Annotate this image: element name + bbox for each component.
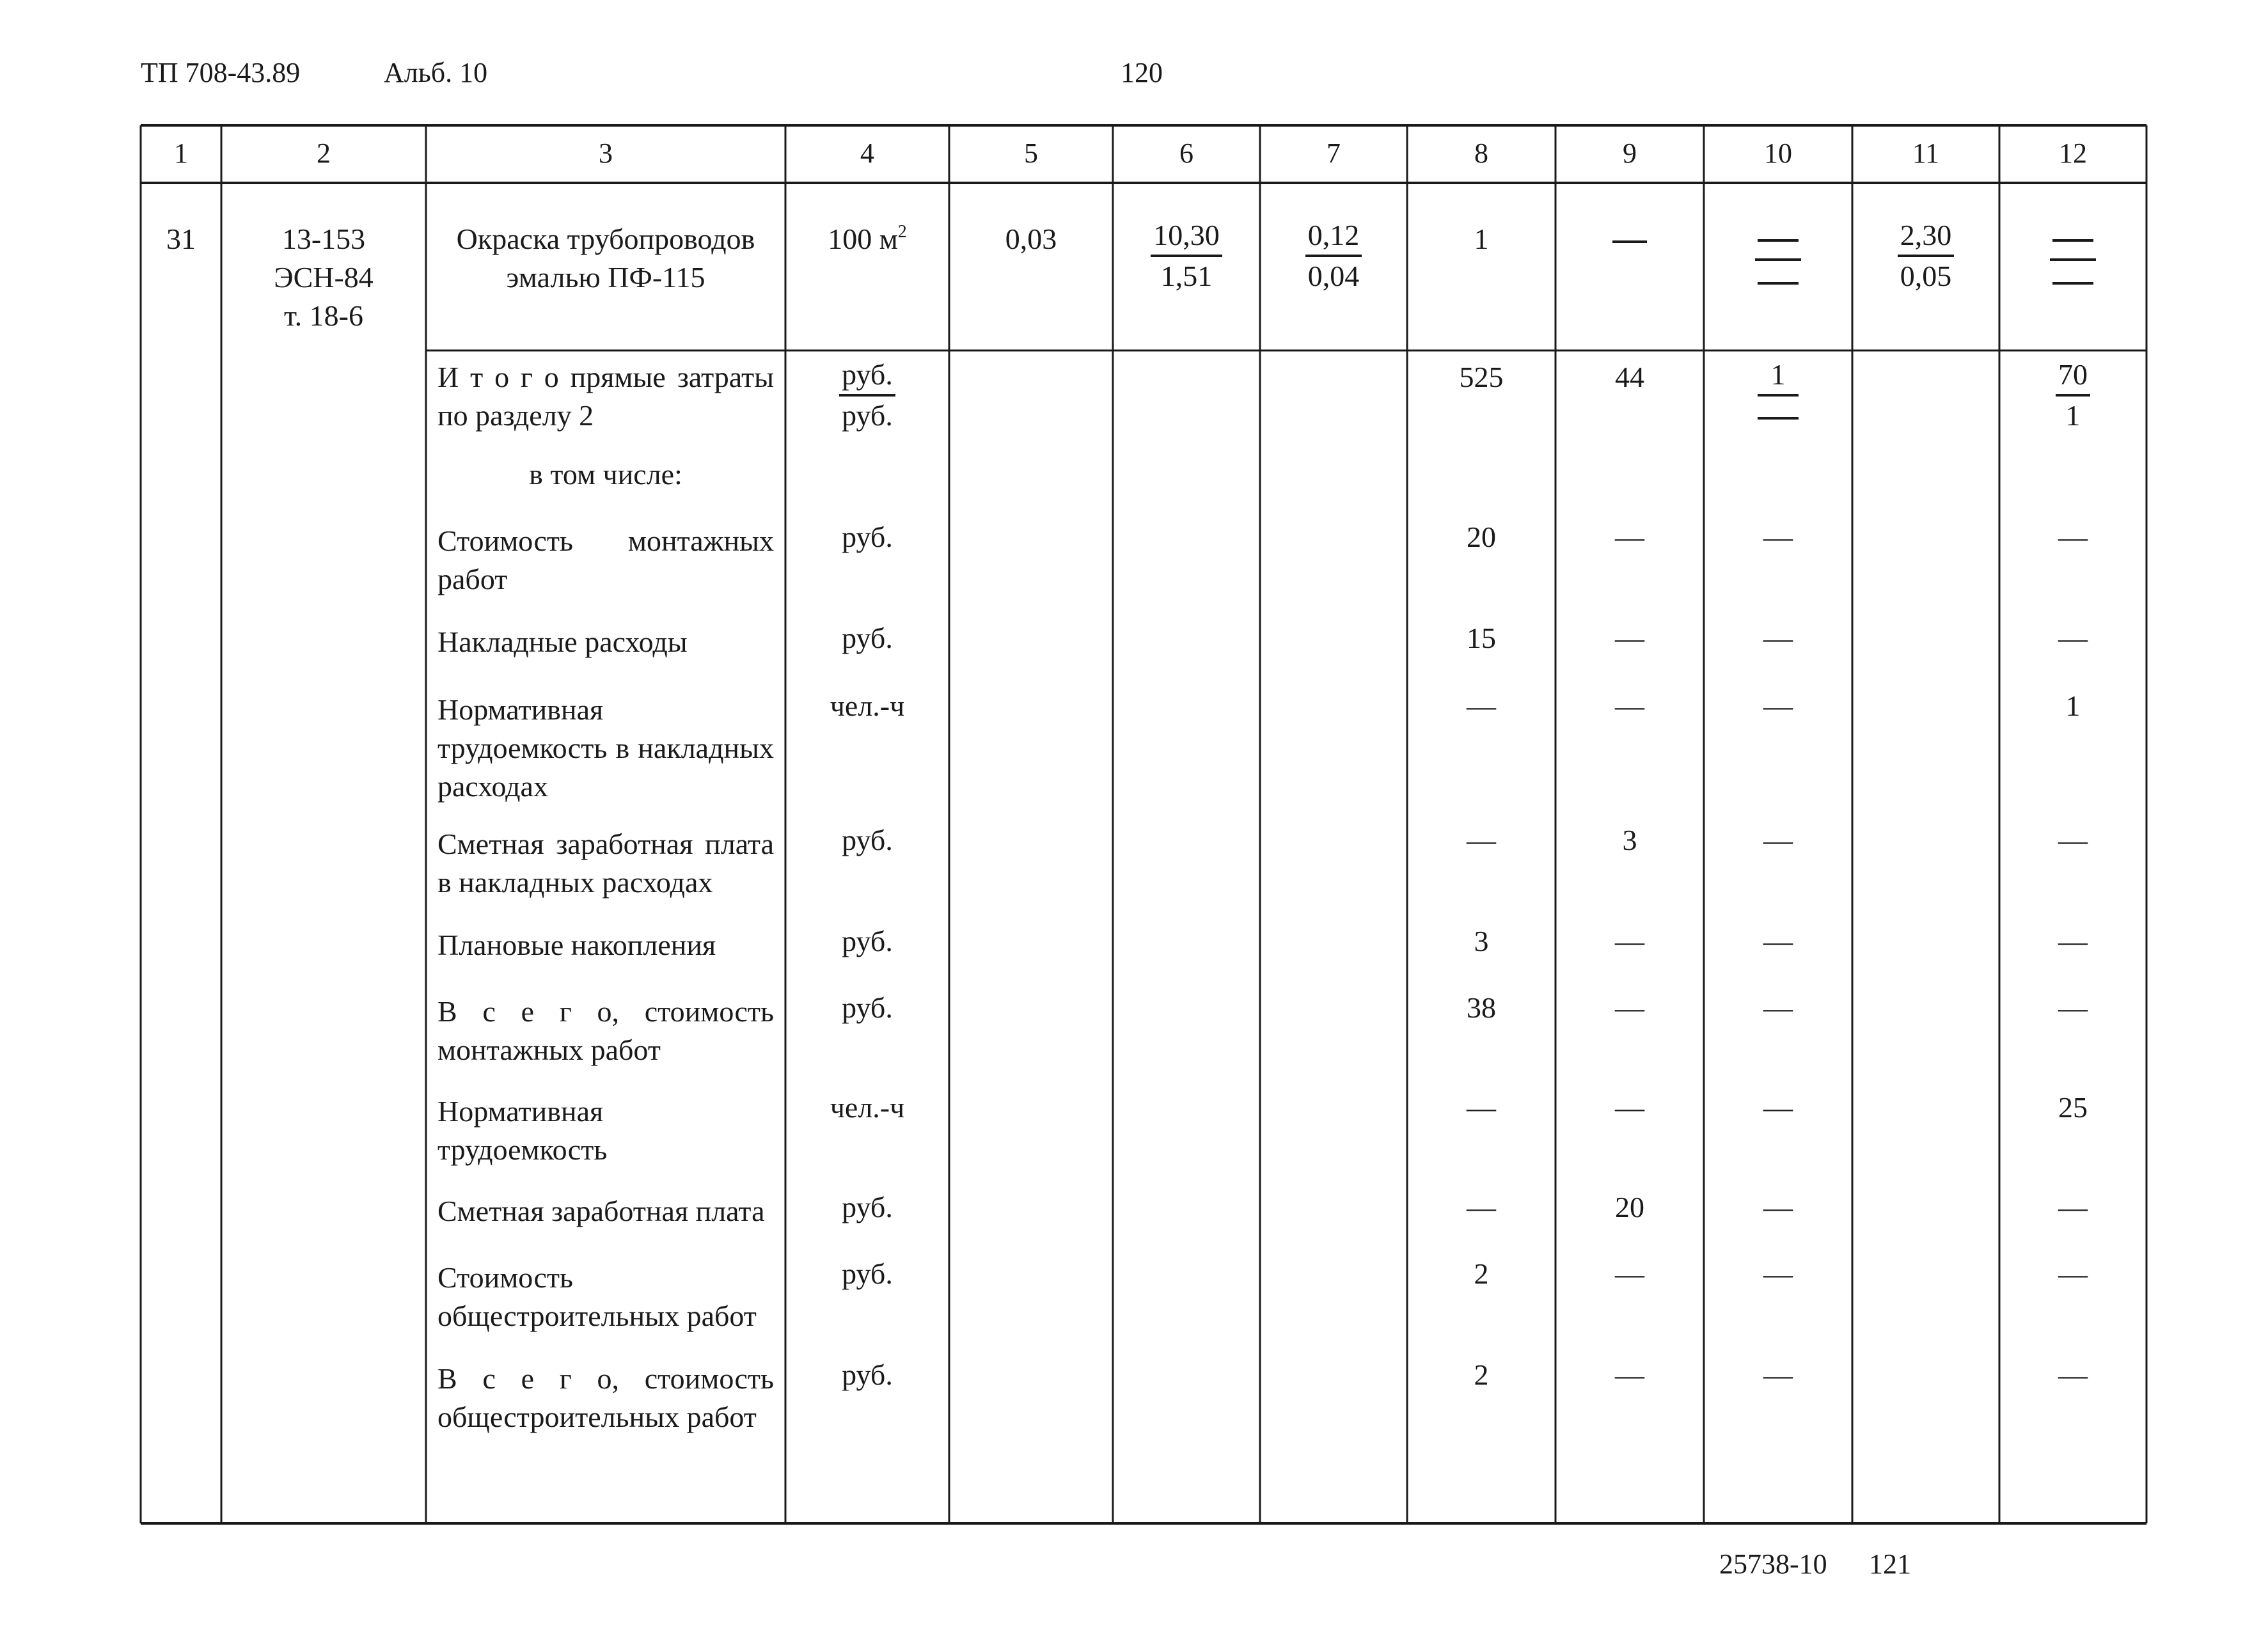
column-header xyxy=(2004,136,2141,171)
total-col10 xyxy=(1709,357,1847,435)
dash-value: — xyxy=(2058,1191,2088,1223)
cell-text: В с е г о, стоимость монтажных работ xyxy=(437,995,774,1066)
column-header xyxy=(146,136,216,171)
col7-fraction xyxy=(1265,217,1402,295)
row-col10 xyxy=(1709,1188,1847,1227)
dash-value: — xyxy=(1467,1191,1496,1223)
fraction xyxy=(1898,217,1955,294)
cell-text: 0,03 xyxy=(1005,223,1057,255)
cell-text: ЭСН-84 xyxy=(274,261,374,294)
dash-value: — xyxy=(1763,824,1793,856)
dash-value: — xyxy=(1615,622,1644,654)
norm-reference-line xyxy=(226,258,421,297)
row-col8 xyxy=(1412,1255,1550,1293)
cell-text: чел.-ч xyxy=(830,1091,905,1124)
row-col9 xyxy=(1561,821,1699,860)
row-col12 xyxy=(2004,518,2141,556)
row-col12 xyxy=(2004,989,2141,1027)
total-col12 xyxy=(2004,357,2141,435)
cell-text: руб. xyxy=(842,1257,893,1290)
dash-value: — xyxy=(1615,521,1644,553)
cell-text: 20 xyxy=(1615,1191,1644,1223)
dash-value: — xyxy=(2058,622,2088,654)
row-col10 xyxy=(1709,619,1847,657)
cell-text: 10,30 xyxy=(1153,219,1220,251)
dash-mark xyxy=(1758,239,1799,242)
fraction xyxy=(2056,357,2090,434)
cell-text: 44 xyxy=(1615,361,1644,393)
fraction-numerator xyxy=(1151,217,1222,257)
row-unit xyxy=(791,989,944,1027)
dash-value: — xyxy=(1467,824,1496,856)
row-col8 xyxy=(1412,687,1550,725)
fraction-denominator xyxy=(2056,397,2090,434)
cell-text: 20 xyxy=(1467,521,1496,553)
fraction-numerator xyxy=(839,357,895,397)
row-col9 xyxy=(1561,922,1699,961)
fraction xyxy=(1151,217,1222,294)
total-col9 xyxy=(1561,358,1699,397)
cell-text: руб. xyxy=(842,991,893,1024)
cell-text: 3 xyxy=(1622,824,1637,856)
fraction xyxy=(839,357,895,434)
quantity xyxy=(954,220,1108,258)
row-unit xyxy=(791,1188,944,1227)
fraction-numerator xyxy=(1758,357,1799,397)
dash-value: — xyxy=(1763,689,1793,722)
cell-text: 1,51 xyxy=(1160,260,1213,292)
norm-reference xyxy=(226,220,421,335)
dash-value: — xyxy=(1615,991,1644,1024)
fraction xyxy=(1305,217,1362,294)
row-col8 xyxy=(1412,1356,1550,1394)
fraction-denominator xyxy=(2050,261,2096,299)
fraction-denominator xyxy=(1758,397,1799,435)
footer-sheet-code: 25738-10 xyxy=(1719,1548,1827,1580)
dash-value: — xyxy=(1763,521,1793,553)
row-col9 xyxy=(1561,687,1699,725)
dash-value: — xyxy=(1763,991,1793,1024)
row-col10 xyxy=(1709,821,1847,860)
row-col12 xyxy=(2004,1089,2141,1127)
cell-text: 7 xyxy=(1327,138,1341,169)
unit-exponent xyxy=(898,222,907,242)
cell-text: 2 xyxy=(897,222,907,242)
fraction-numerator xyxy=(1755,220,1801,261)
row-col9 xyxy=(1561,1188,1699,1227)
cell-text: 6 xyxy=(1179,138,1193,169)
cell-text: 2,30 xyxy=(1900,219,1952,251)
dash-value: — xyxy=(2058,521,2088,553)
row-col12 xyxy=(2004,687,2141,725)
fraction-numerator xyxy=(1898,217,1955,257)
row-label xyxy=(437,691,774,806)
row-label xyxy=(437,522,774,599)
column-header xyxy=(1709,136,1847,171)
row-col8 xyxy=(1412,922,1550,961)
row-col8 xyxy=(1412,1089,1550,1127)
cell-text: Накладные расходы xyxy=(437,625,688,658)
row-unit xyxy=(791,687,944,725)
row-label xyxy=(437,623,774,661)
dash-mark xyxy=(1758,417,1799,420)
cell-text: 1 xyxy=(1474,223,1489,255)
row-col10 xyxy=(1709,518,1847,556)
row-unit xyxy=(791,518,944,556)
dash-value: — xyxy=(1467,1091,1496,1124)
row-col8 xyxy=(1412,989,1550,1027)
total-unit xyxy=(791,357,944,435)
cell-text: 3 xyxy=(599,138,613,169)
row-col12 xyxy=(2004,922,2141,961)
norm-reference-line xyxy=(226,297,421,335)
row-col12 xyxy=(2004,1356,2141,1394)
row-unit xyxy=(791,1255,944,1293)
cell-text: 15 xyxy=(1467,622,1496,654)
column-header xyxy=(791,136,944,171)
column-header xyxy=(1857,136,1994,171)
row-col9 xyxy=(1561,1089,1699,1127)
dash-value: — xyxy=(1615,1257,1644,1290)
cell-text: руб. xyxy=(842,925,893,957)
dash-value: — xyxy=(2058,925,2088,957)
work-name-line xyxy=(436,258,775,297)
row-col10 xyxy=(1709,687,1847,725)
dash-value: — xyxy=(1615,689,1644,722)
row-col12 xyxy=(2004,619,2141,657)
row-col9 xyxy=(1561,619,1699,657)
cell-text: 4 xyxy=(860,138,874,169)
dash-value: — xyxy=(2058,824,2088,856)
row-label xyxy=(437,1259,774,1335)
row-label xyxy=(437,993,774,1069)
fraction-numerator xyxy=(2050,220,2096,261)
row-col9 xyxy=(1561,1255,1699,1293)
dash-value: — xyxy=(1763,622,1793,654)
row-col10 xyxy=(1709,1255,1847,1293)
row-col8 xyxy=(1412,821,1550,860)
cell-text: 8 xyxy=(1474,138,1488,169)
cell-text: руб. xyxy=(842,622,893,654)
column-header xyxy=(431,136,780,171)
row-col12 xyxy=(2004,1255,2141,1293)
cell-text: руб. xyxy=(842,399,893,432)
cell-text: Окраска трубопроводов xyxy=(456,223,755,255)
cell-text: 1 xyxy=(2065,399,2081,432)
fraction-numerator xyxy=(2056,357,2090,397)
cell-text: 38 xyxy=(1467,991,1496,1024)
row-unit xyxy=(791,619,944,657)
cell-text: Плановые накопления xyxy=(437,929,716,961)
cell-text: 13-153 xyxy=(281,223,366,255)
row-unit xyxy=(791,922,944,961)
cell-text: 70 xyxy=(2058,358,2088,391)
column-header xyxy=(226,136,421,171)
dash-value: — xyxy=(1615,1358,1644,1391)
cell-text: 2 xyxy=(1474,1257,1489,1290)
fraction xyxy=(1758,357,1799,435)
dash-value: — xyxy=(2058,991,2088,1024)
fraction-denominator xyxy=(1898,257,1955,294)
column-header xyxy=(1265,136,1402,171)
cell-text: Сметная заработная плата xyxy=(437,1195,765,1227)
row-label xyxy=(437,926,774,964)
cell-text: 1 xyxy=(2065,689,2081,722)
col9-value xyxy=(1561,220,1699,258)
cell-text: Нормативная трудоемкость в накладных расходах xyxy=(437,693,774,803)
row-col10 xyxy=(1709,989,1847,1027)
cell-text: 1 xyxy=(174,138,188,169)
document-code: ТП 708-43.89 xyxy=(141,57,301,88)
row-col10 xyxy=(1709,1089,1847,1127)
dash-mark xyxy=(2052,282,2093,285)
cell-text: т. 18-6 xyxy=(284,299,363,332)
row-col8 xyxy=(1412,619,1550,657)
row-col12 xyxy=(2004,821,2141,860)
row-col9 xyxy=(1561,989,1699,1027)
dash-mark xyxy=(2052,239,2093,242)
row-col8 xyxy=(1412,518,1550,556)
row-unit xyxy=(791,1356,944,1394)
row-label xyxy=(437,825,774,902)
col12-value xyxy=(2004,220,2141,300)
total-label xyxy=(437,358,774,435)
cell-text: руб. xyxy=(842,521,893,553)
cell-text: 5 xyxy=(1024,138,1038,169)
dash-fraction xyxy=(1755,220,1801,300)
cell-text: руб. xyxy=(842,1358,893,1391)
col6-fraction xyxy=(1118,217,1255,295)
dash-value: — xyxy=(1763,925,1793,957)
dash-value: — xyxy=(1615,925,1644,957)
dash-mark xyxy=(1612,240,1647,243)
row-col12 xyxy=(2004,1188,2141,1227)
fraction-denominator xyxy=(1755,261,1801,299)
row-label xyxy=(437,1092,774,1169)
work-name xyxy=(436,220,775,297)
cell-text: руб. xyxy=(842,358,893,391)
cell-text: Сметная заработная плата в накладных расходах xyxy=(437,828,774,899)
footer-page-number: 121 xyxy=(1869,1548,1911,1580)
dash-value: — xyxy=(2058,1358,2088,1391)
unit xyxy=(791,220,944,258)
col11-fraction xyxy=(1857,217,1994,295)
norm-reference-line xyxy=(226,220,421,258)
album-number: Альб. 10 xyxy=(384,57,488,88)
page-number: 120 xyxy=(1121,57,1163,88)
dash-value: — xyxy=(1763,1257,1793,1290)
row-col10 xyxy=(1709,922,1847,961)
cell-text: 525 xyxy=(1459,361,1504,393)
row-unit xyxy=(791,1089,944,1127)
dash-fraction xyxy=(2050,220,2096,300)
cell-text: руб. xyxy=(842,1191,893,1223)
cell-text: эмалью ПФ-115 xyxy=(506,261,705,294)
dash-value: — xyxy=(1763,1191,1793,1223)
dash-value: — xyxy=(1763,1358,1793,1391)
cell-text: В с е г о, стоимость общестроительных работ xyxy=(437,1362,774,1433)
cell-text: 0,04 xyxy=(1307,260,1360,292)
cell-text: 3 xyxy=(1474,925,1489,957)
row-col9 xyxy=(1561,518,1699,556)
row-col10 xyxy=(1709,1356,1847,1394)
cell-text: 2 xyxy=(1474,1358,1489,1391)
cell-text: 11 xyxy=(1912,138,1940,169)
total-col8 xyxy=(1412,358,1550,397)
row-number xyxy=(146,220,216,258)
row-label xyxy=(437,1360,774,1436)
cell-text: чел.-ч xyxy=(830,689,905,722)
fraction-denominator xyxy=(1151,257,1222,294)
col10-value xyxy=(1709,220,1847,300)
cell-text: Нормативная трудоемкость xyxy=(437,1095,608,1166)
fraction-denominator xyxy=(1305,257,1362,294)
dash-value: — xyxy=(1467,689,1496,722)
cell-text: Стоимость общестроительных работ xyxy=(437,1261,757,1332)
column-header xyxy=(1412,136,1550,171)
row-col9 xyxy=(1561,1356,1699,1394)
cell-text: в том числе: xyxy=(529,458,682,491)
column-header xyxy=(1118,136,1255,171)
column-header xyxy=(954,136,1108,171)
cell-text: 1 xyxy=(1770,358,1786,391)
cell-text: 25 xyxy=(2058,1091,2088,1124)
row-label xyxy=(437,1192,774,1230)
fraction-numerator xyxy=(1305,217,1362,257)
col8-value xyxy=(1412,220,1550,258)
cell-text: 12 xyxy=(2059,138,2087,169)
cell-text: 0,05 xyxy=(1900,260,1952,292)
cell-text: И т о г о прямые затраты по разделу 2 xyxy=(437,361,774,432)
dash-value: — xyxy=(1763,1091,1793,1124)
cell-text: руб. xyxy=(842,824,893,856)
cell-text: 100 м xyxy=(828,223,898,255)
dash-mark xyxy=(1758,282,1799,285)
including-label xyxy=(437,455,774,494)
cell-text: 0,12 xyxy=(1307,219,1360,251)
row-col8 xyxy=(1412,1188,1550,1227)
cell-text: 2 xyxy=(317,138,331,169)
dash-value: — xyxy=(2058,1257,2088,1290)
cell-text: 10 xyxy=(1764,138,1792,169)
dash-value: — xyxy=(1615,1091,1644,1124)
cell-text: Стоимость монтажных работ xyxy=(437,524,774,595)
cell-text: 9 xyxy=(1623,138,1637,169)
column-header xyxy=(1561,136,1699,171)
cell-text: 31 xyxy=(166,223,196,255)
row-unit xyxy=(791,821,944,860)
fraction-denominator xyxy=(839,397,895,434)
work-name-line xyxy=(436,220,775,258)
